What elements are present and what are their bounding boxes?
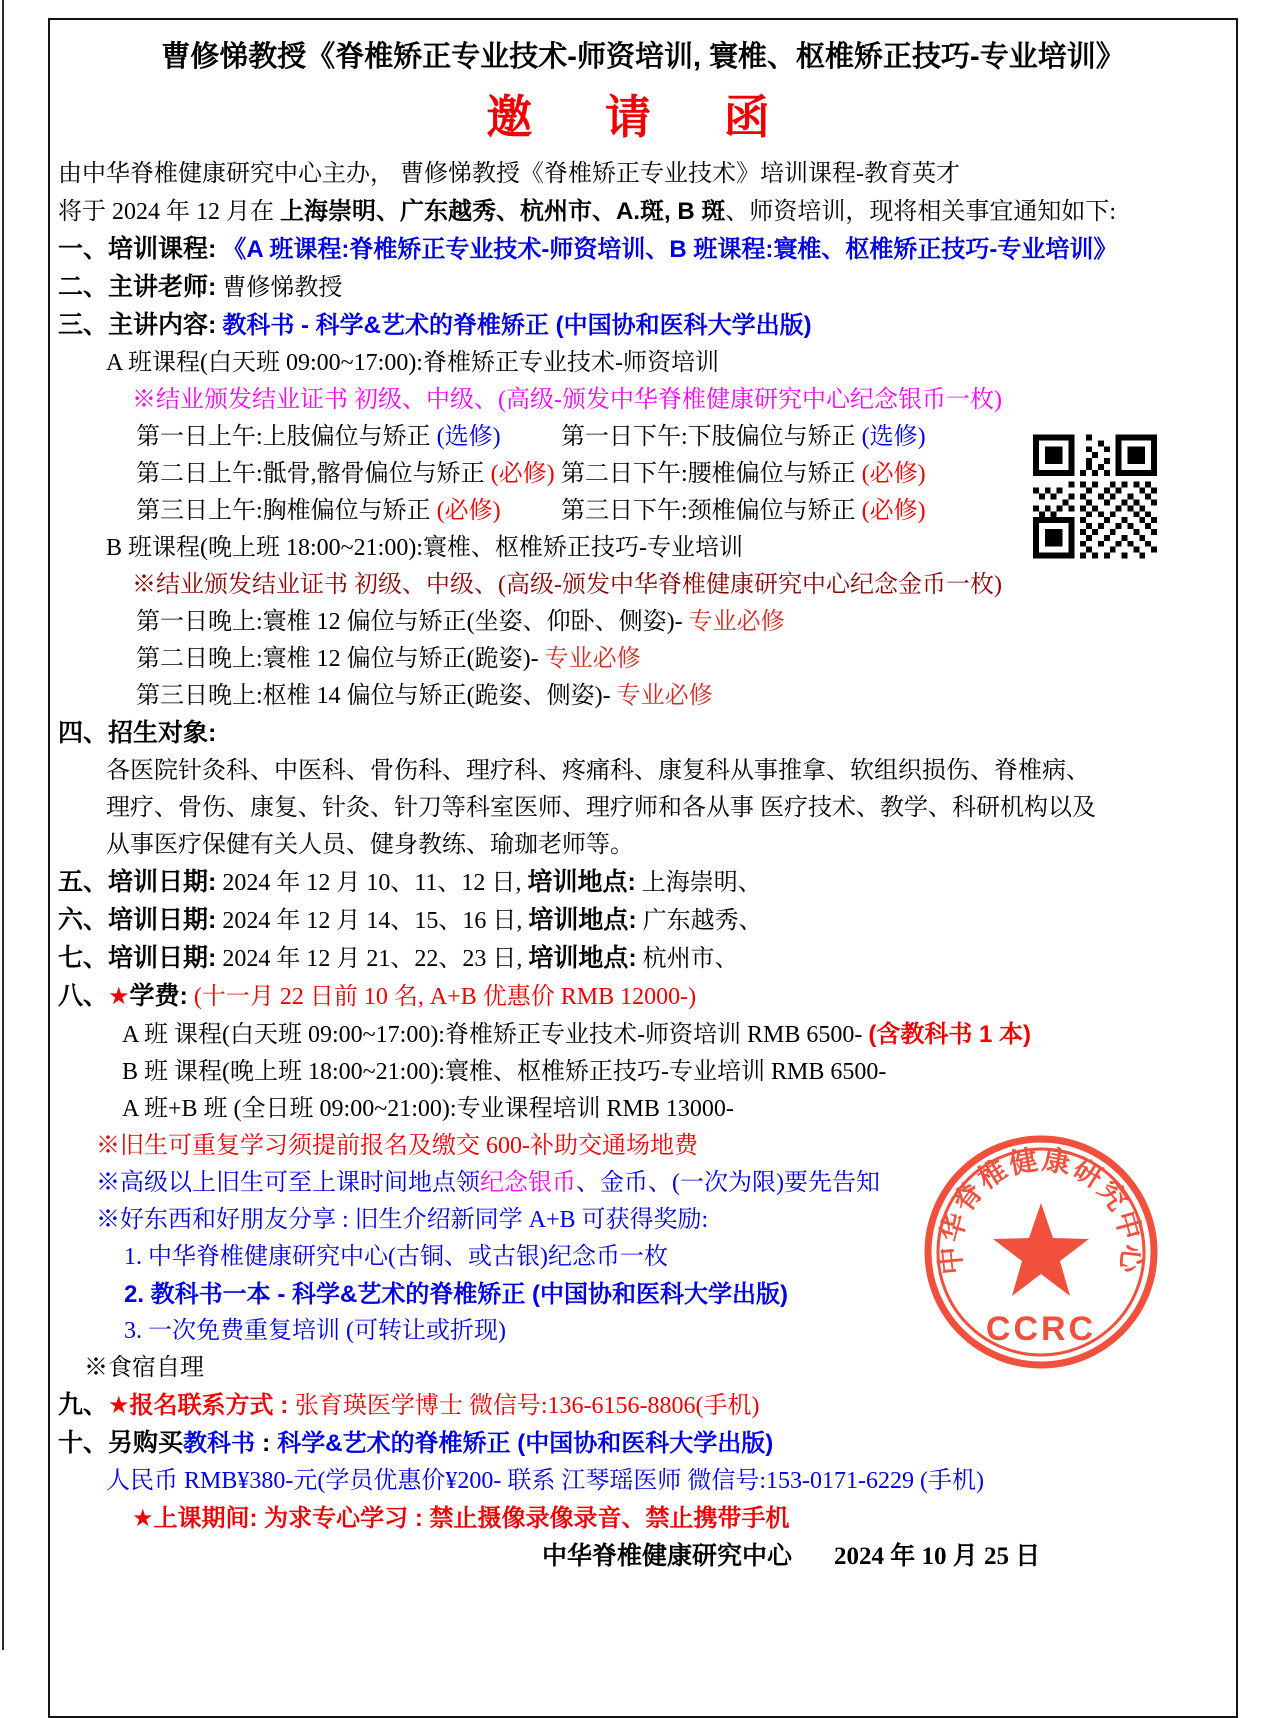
- section-2-teacher: [50, 269, 1236, 307]
- fee-item-1: [114, 1016, 1236, 1054]
- fee-text: A 班+B 班 (全日班 09:00~21:00):专业课程培训 RMB 13000-: [122, 1096, 734, 1122]
- session-tag-pro-required: 专业必修: [544, 646, 641, 672]
- page-title: 邀 请 函: [486, 91, 800, 143]
- page-edge-line: [2, 0, 4, 1650]
- invitation-document: [50, 20, 1236, 1576]
- class-warning: [124, 1500, 1236, 1538]
- schedule-cell: [136, 456, 561, 493]
- session-tag-required: (必修): [436, 498, 501, 524]
- date-row-2: [50, 902, 1236, 940]
- section-1-courses: [50, 231, 1236, 269]
- contact-value: 张育瑛医学博士 微信号:136-6156-8806(手机): [294, 1393, 760, 1419]
- schedule-cell: [561, 419, 926, 456]
- document-header: 曹修悌教授《脊椎矫正专业技术-师资培训, 寰椎、枢椎矫正技巧-专业培训》: [161, 41, 1125, 73]
- audience-line-2: 理疗、骨伤、康复、针灸、针刀等科室医师、理疗师和各从事 医疗技术、教学、科研机构以及: [106, 795, 1096, 821]
- book-price-line: 人民币 RMB¥380-元(学员优惠价¥200- 联系 江琴瑶医师 微信号:153-0171-6229 (手机): [106, 1468, 984, 1494]
- date-row-1: [50, 864, 1236, 902]
- reward-item-2: 2. 教科书一本 - 科学&艺术的脊椎矫正 (中国协和医科大学出版): [124, 1281, 788, 1308]
- fees-number: 八、: [58, 982, 109, 1010]
- book-word: 教科书: [183, 1430, 256, 1457]
- intro-line-1: 由中华脊椎健康研究中心主办， 曹修悌教授《脊椎矫正专业技术》培训课程-教育英才: [58, 161, 960, 187]
- a-class-title: A 班课程(白天班 09:00~17:00):脊椎矫正专业技术-师资培训: [106, 350, 719, 376]
- b-session-2: [128, 641, 1236, 678]
- intro-line-2: [50, 193, 1236, 231]
- reward-item-1: 1. 中华脊椎健康研究中心(古铜、或古银)纪念币一枚: [124, 1244, 668, 1270]
- session-text: 第二日上午:骶骨,髂骨偏位与矫正: [136, 461, 491, 487]
- section-10-number: 十、: [58, 1429, 109, 1457]
- date-label: 五、培训日期:: [58, 868, 217, 896]
- note-highlight: 纪念银币: [480, 1170, 576, 1196]
- session-tag-pro-required: 专业必修: [688, 609, 785, 635]
- reward-item-3: 3. 一次免费重复培训 (可转让或折现): [124, 1318, 506, 1344]
- section-1-label: 一、培训课程:: [58, 235, 217, 263]
- contact-sep: :: [273, 1392, 295, 1419]
- star-icon: ★: [108, 1393, 130, 1419]
- section-4-label: [50, 715, 1236, 753]
- audience-line-3: 从事医疗保健有关人员、健身教练、瑜珈老师等。: [106, 832, 634, 858]
- session-text: 第三日上午:胸椎偏位与矫正: [136, 498, 437, 524]
- stamp-abbreviation: CCRC: [985, 1310, 1097, 1348]
- fee-note-3: ※好东西和好朋友分享 : 旧生介绍新同学 A+B 可获得奖励:: [96, 1207, 709, 1233]
- session-tag-elective: (选修): [436, 424, 501, 450]
- date-value: 2024 年 12 月 10、11、12 日,: [216, 870, 522, 896]
- fee-text: B 班 课程(晚上班 18:00~21:00):寰椎、枢椎矫正技巧-专业培训 RMB 6500-: [122, 1059, 887, 1085]
- intro-locations: 上海崇明、广东越秀、杭州市、A.斑, B 斑: [280, 198, 726, 225]
- session-tag-elective: (选修): [861, 424, 926, 450]
- section-2-label: 二、主讲老师:: [58, 273, 217, 301]
- note-suffix: 、金币、(一次为限)要先告知: [576, 1170, 880, 1196]
- session-tag-pro-required: 专业必修: [616, 683, 713, 709]
- fees-promo: (十一月 22 日前 10 名, A+B 优惠价 RMB 12000-): [193, 984, 697, 1010]
- stamp-ring-text: 中华脊椎健康研究中心: [934, 1143, 1148, 1277]
- schedule-cell: [561, 456, 926, 493]
- warning-text: 上课期间: 为求专心学习 : 禁止摄像录像录音、禁止携带手机: [153, 1505, 790, 1532]
- section-1-value: 《A 班课程:脊椎矫正专业技术-师资培训、B 班课程:寰椎、枢椎矫正技巧-专业培训》: [222, 236, 1118, 263]
- date-label: 六、培训日期:: [58, 906, 217, 934]
- fee-note-2: [88, 1165, 1236, 1202]
- location-label: 培训地点:: [528, 906, 637, 934]
- book-purchase-label: 另购买: [108, 1429, 184, 1457]
- intro-prefix: 将于 2024 年 12 月在: [58, 199, 280, 225]
- session-text: 第二日晚上:寰椎 12 偏位与矫正(跪姿)-: [136, 646, 545, 672]
- schedule-cell: [136, 419, 561, 456]
- session-text: 第三日晚上:枢椎 14 偏位与矫正(跪姿、侧姿)-: [136, 683, 617, 709]
- star-icon: ★: [132, 1506, 154, 1532]
- fee-note-1: ※旧生可重复学习须提前报名及缴交 600-补助交通场地费: [96, 1133, 698, 1159]
- b-class-cert-note: ※结业颁发结业证书 初级、中级、(高级-颁发中华脊椎健康研究中心纪念金币一枚): [132, 572, 1002, 598]
- location-label: 培训地点:: [528, 944, 637, 972]
- fee-text: A 班 课程(白天班 09:00~17:00):脊椎矫正专业技术-师资培训 RMB 6500-: [122, 1022, 869, 1048]
- a-class-cert-note: ※结业颁发结业证书 初级、中级、(高级-颁发中华脊椎健康研究中心纪念银币一枚): [132, 387, 1002, 413]
- location-label: 培训地点:: [527, 868, 636, 896]
- schedule-cell: [561, 493, 926, 530]
- date-value: 2024 年 12 月 21、22、23 日,: [216, 946, 523, 972]
- star-icon: ★: [108, 984, 130, 1010]
- fee-item-2: [114, 1054, 1236, 1091]
- date-row-3: [50, 940, 1236, 978]
- date-value: 2024 年 12 月 14、15、16 日,: [216, 908, 523, 934]
- session-text: 第一日上午:上肢偏位与矫正: [136, 424, 437, 450]
- location-value: 广东越秀、: [636, 908, 763, 934]
- session-tag-required: (必修): [490, 461, 555, 487]
- b-session-3: [128, 678, 1236, 715]
- location-value: 上海崇明、: [635, 870, 762, 896]
- fees-label: 学费:: [129, 982, 188, 1010]
- section-3-value: 教科书 - 科学&艺术的脊椎矫正 (中国协和医科大学出版): [222, 312, 812, 339]
- footer: [50, 1538, 1236, 1576]
- date-label: 七、培训日期:: [58, 944, 217, 972]
- meals-note: ※食宿自理: [84, 1355, 204, 1381]
- section-9-contact: [50, 1387, 1236, 1425]
- session-tag-required: (必修): [861, 461, 926, 487]
- session-text: 第一日下午:下肢偏位与矫正: [561, 424, 862, 450]
- fees-header: [50, 978, 1236, 1016]
- section-2-value: 曹修悌教授: [222, 275, 343, 301]
- section-3-content: [50, 307, 1236, 345]
- session-text: 第三日下午:颈椎偏位与矫正: [561, 498, 862, 524]
- location-value: 杭州市、: [636, 946, 739, 972]
- section-10-book: [50, 1425, 1236, 1463]
- fee-extra: (含教科书 1 本): [868, 1021, 1031, 1048]
- contact-label: 报名联系方式: [129, 1392, 274, 1419]
- qr-code-image: [1033, 433, 1157, 560]
- book-title: 科学&艺术的脊椎矫正 (中国协和医科大学出版): [277, 1430, 774, 1457]
- book-sep: :: [255, 1429, 278, 1457]
- note-prefix: ※高级以上旧生可至上课时间地点领: [96, 1170, 480, 1196]
- fee-item-3: [114, 1091, 1236, 1128]
- section-9-number: 九、: [58, 1391, 109, 1419]
- session-tag-required: (必修): [861, 498, 926, 524]
- audience-line-1: 各医院针灸科、中医科、骨伤科、理疗科、疼痛科、康复科从事推拿、软组织损伤、脊椎病、: [106, 758, 1090, 784]
- footer-date: 2024 年 10 月 25 日: [834, 1543, 1041, 1570]
- section-4-heading: 四、招生对象:: [58, 719, 217, 747]
- qr-code: [1033, 433, 1157, 560]
- intro-suffix: 、师资培训，现将相关事宜通知如下:: [725, 199, 1117, 225]
- b-session-1: [128, 604, 1236, 641]
- schedule-cell: [136, 493, 561, 530]
- session-text: 第一日晚上:寰椎 12 偏位与矫正(坐姿、仰卧、侧姿)-: [136, 609, 689, 635]
- session-text: 第二日下午:腰椎偏位与矫正: [561, 461, 862, 487]
- footer-organization: 中华脊椎健康研究中心: [542, 1542, 793, 1570]
- b-class-title: B 班课程(晚上班 18:00~21:00):寰椎、枢椎矫正技巧-专业培训: [106, 535, 743, 561]
- section-3-label: 三、主讲内容:: [58, 311, 217, 339]
